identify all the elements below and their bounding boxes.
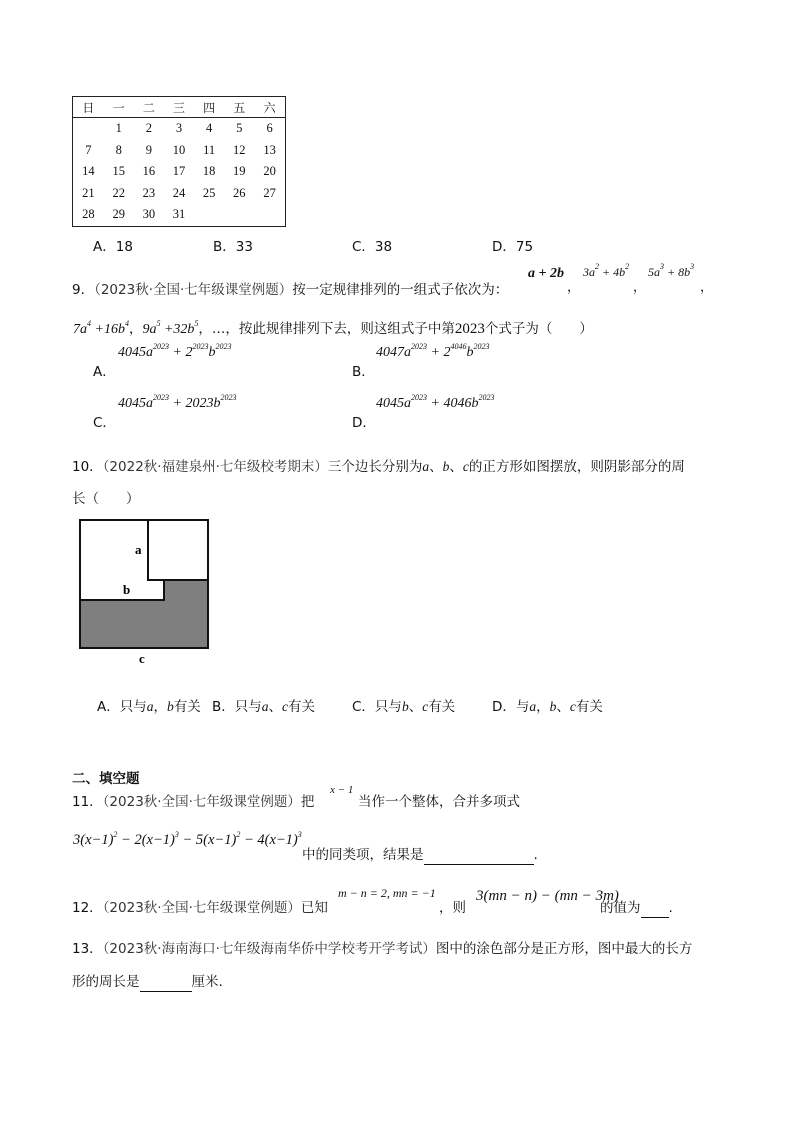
q9-comma: ，: [633, 280, 647, 295]
q10-stem-end: 的正方形如图摆放，则阴影部分的周: [468, 459, 685, 475]
calendar-cell: 18: [202, 164, 216, 179]
calendar-cell: 30: [142, 207, 156, 222]
calendar-cell: 10: [172, 142, 186, 157]
q10-source: （2022秋·福建泉州·七年级校考期末）: [102, 459, 328, 475]
calendar-cell: 19: [232, 164, 246, 179]
q9-term-2: $3a^2 + 4b^2$: [583, 262, 630, 279]
calendar-cell: 22: [112, 185, 125, 200]
shaded-region: [164, 580, 208, 602]
calendar-row: [73, 118, 286, 140]
answer-blank[interactable]: [140, 975, 192, 992]
q12-given: m − n = 2, mn = −1: [338, 886, 436, 900]
q9-number: 9．: [72, 282, 95, 298]
calendar-cell: [224, 204, 254, 226]
calendar-row: [73, 183, 286, 205]
section-title: 二、填空题: [72, 771, 140, 787]
calendar-cell: [73, 118, 104, 140]
calendar-cell: [194, 204, 224, 226]
calendar-cell: 7: [85, 142, 92, 157]
q9-option-d-label: D．: [352, 415, 376, 431]
square-a: [148, 520, 208, 580]
calendar-cell: 4: [205, 121, 213, 136]
q12-expression: 3(mn − n) − (mn − 3m): [476, 888, 619, 904]
q10-option-d: D．与a，b、c有关: [492, 699, 603, 715]
q12-text2: ，则: [439, 900, 466, 916]
calendar-cell: 31: [172, 207, 186, 222]
calendar-cell: 11: [203, 142, 216, 157]
q9-term-3: $5a^3 + 8b^3$: [648, 262, 695, 279]
q11-polynomial: $3(x-1)^2 - 2(x-1)^3 - 5(x-1)^2 - 4(x-1)^3$: [73, 830, 302, 848]
q8-option-b: B．33: [213, 239, 253, 255]
q9-option-b-expr: $4047a^{2023} + 2^{4046}b^{2023}$: [376, 342, 490, 360]
q8-option-c: C．38: [352, 239, 393, 255]
q9-cont: …，按此规律排列下去，则这组式子中第: [211, 321, 455, 337]
calendar-header: 日: [73, 97, 104, 118]
calendar-header: 六: [254, 97, 285, 118]
calendar-cell: 3: [175, 121, 183, 136]
q9-comma: ，: [567, 280, 581, 295]
calendar-header: 二: [134, 97, 164, 118]
q10-option-c: C．只与b、c有关: [352, 699, 456, 715]
q9-term-1: a + 2b: [528, 266, 564, 281]
calendar-cell: 28: [82, 207, 95, 222]
q9-option-a-label: A．: [93, 364, 116, 380]
calendar-table: [72, 96, 286, 227]
calendar-cell: 5: [236, 121, 243, 136]
calendar-cell: 20: [263, 164, 276, 179]
q10-number: 10．: [72, 459, 103, 475]
q9-option-c-label: C．: [93, 415, 116, 431]
calendar-cell: 8: [115, 142, 122, 157]
q11-text2: 当作一个整体，合并多项式: [358, 794, 520, 810]
q8-option-d: D．75: [492, 239, 534, 255]
q10-line2: 长（ ）: [72, 491, 140, 507]
calendar-cell: 29: [112, 207, 125, 222]
q10-stem-line: 10．（2022秋·福建泉州·七年级校考期末）三个边长分别为a、b、c的正方形如图摆放，则阴影部分的周: [72, 459, 685, 475]
q9-stem: 按一定规律排列的一组式子依次为：: [292, 282, 509, 298]
q9-cont-end: 个式子为（ ）: [484, 321, 593, 337]
answer-blank[interactable]: [641, 901, 669, 918]
label-a: a: [135, 542, 142, 557]
calendar-cell: 6: [266, 121, 273, 136]
q9-cont-num: 2023: [454, 321, 485, 337]
label-b: b: [123, 582, 131, 597]
q9-source: （2023秋·全国·七年级课堂例题）: [94, 282, 293, 298]
q11-answer-line: 中的同类项，结果是 .: [302, 847, 538, 863]
calendar-header: 三: [164, 97, 194, 118]
shaded-region: [80, 600, 208, 648]
q9-cont-line: $7a^4 +16b^4$，$9a^5 +32b^5$，…，按此规律排列下去，则这组式子中第2023个式子为（ ）: [73, 319, 593, 337]
q11-expr-x-1: x − 1: [330, 784, 354, 796]
q11-stem-line: 11．（2023秋·全国·七年级课堂例题）把: [72, 794, 315, 810]
calendar-header: 一: [104, 97, 134, 118]
q9-stem-line: [72, 278, 508, 298]
q12-stem-line: 12．（2023秋·全国·七年级课堂例题）已知: [72, 900, 328, 916]
label-c: c: [139, 651, 145, 666]
q9-option-c-expr: $4045a^{2023} + 2023b^{2023}$: [118, 393, 237, 411]
q9-term-5: $9a^5 +32b^5$: [142, 319, 199, 337]
q13-stem-line: 13．（2023秋·海南海口·七年级海南华侨中学校考开学考试）图中的涂色部分是正方形，图中最大的长方: [72, 941, 693, 957]
calendar-cell: 1: [115, 121, 122, 136]
calendar-cell: 13: [263, 142, 276, 157]
calendar-header: 五: [224, 97, 254, 118]
q10-stem: 三个边长分别为: [327, 459, 423, 475]
calendar-row: [73, 161, 286, 183]
q12-answer-line: 的值为 .: [600, 900, 673, 916]
calendar-cell: 23: [142, 185, 156, 200]
calendar-cell: 12: [232, 142, 246, 157]
q9-option-b-label: B．: [352, 364, 375, 380]
q9-option-a-expr: $4045a^{2023} + 2^{2023}b^{2023}$: [118, 342, 232, 360]
q10-figure: [78, 518, 212, 668]
calendar-cell: [254, 204, 285, 226]
q13-answer-line: 形的周长是 厘米.: [72, 974, 223, 990]
q9-comma: ，: [700, 280, 714, 295]
calendar-cell: 2: [145, 121, 152, 136]
calendar-cell: 17: [172, 164, 186, 179]
q9-option-d-expr: $4045a^{2023} + 4046b^{2023}$: [376, 393, 495, 411]
calendar-cell: 21: [82, 185, 95, 200]
calendar-row: [73, 204, 286, 226]
q10-option-b: B．只与a、c有关: [212, 699, 316, 715]
q8-option-a: A．18: [93, 239, 133, 255]
q9-term-4: $7a^4 +16b^4$: [73, 319, 129, 337]
calendar-cell: 26: [232, 185, 246, 200]
calendar-cell: 9: [145, 142, 152, 157]
calendar-cell: 15: [112, 164, 125, 179]
calendar-cell: 24: [172, 185, 186, 200]
answer-blank[interactable]: [424, 848, 534, 865]
q10-option-a: A．只与a，b有关: [97, 699, 201, 715]
calendar-cell: 27: [263, 185, 276, 200]
calendar-cell: 25: [202, 185, 216, 200]
calendar-header: 四: [194, 97, 224, 118]
calendar-header-row: [73, 97, 286, 118]
calendar-cell: 16: [142, 164, 156, 179]
calendar-cell: 14: [82, 164, 95, 179]
calendar-row: [73, 140, 286, 162]
